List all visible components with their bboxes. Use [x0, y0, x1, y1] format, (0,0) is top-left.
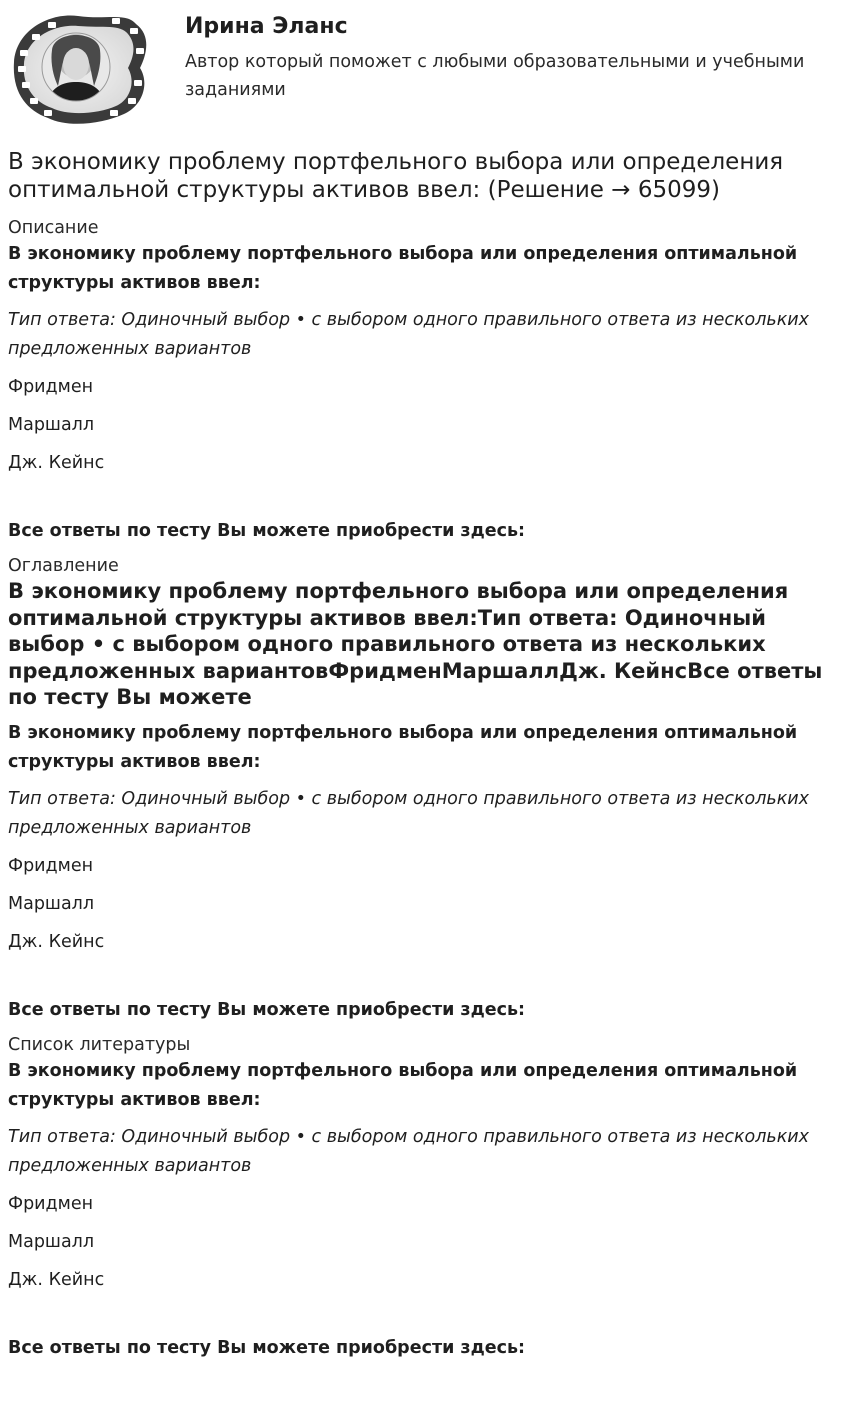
buy-answers-link[interactable]: Все ответы по тесту Вы можете приобрести здесь:: [8, 1337, 526, 1358]
author-header: [0, 0, 847, 140]
question-text: В экономику проблему портфельного выбора или определения оптимальной структуры активов ввел:: [8, 1060, 798, 1110]
author-info: [185, 12, 825, 104]
main-content: [0, 140, 847, 1363]
spacer: [8, 478, 839, 517]
question-text: В экономику проблему портфельного выбора или определения оптимальной структуры активов ввел:: [8, 722, 798, 772]
author-avatar[interactable]: [6, 6, 152, 128]
question-text: В экономику проблему портфельного выбора или определения оптимальной структуры активов ввел:: [8, 244, 798, 293]
buy-answers-link[interactable]: Все ответы по тесту Вы можете приобрести здесь:: [8, 521, 526, 541]
section-label: Список литературы: [8, 1034, 191, 1055]
spacer: [8, 1295, 839, 1334]
answer-type: Тип ответа: Одиночный выбор • с выбором одного правильного ответа из нескольких предложенных вариантов: [8, 1126, 810, 1176]
page-title: В экономику проблему портфельного выбора или определения оптимальной структуры активов ввел: (Решение → 65099): [8, 149, 784, 203]
spacer: [8, 957, 839, 996]
answer-option: Маршалл: [8, 893, 95, 914]
section-label: Описание: [8, 218, 99, 238]
answer-type: Тип ответа: Одиночный выбор • с выбором одного правильного ответа из нескольких предложенных вариантов: [8, 310, 810, 359]
film-frame-avatar-icon: [6, 6, 152, 128]
answer-option: Дж. Кейнс: [8, 453, 105, 473]
author-name[interactable]: Ирина Эланс: [185, 14, 348, 39]
section-description: [8, 216, 839, 546]
buy-answers-link[interactable]: Все ответы по тесту Вы можете приобрести здесь:: [8, 999, 526, 1020]
answer-option: Фридмен: [8, 377, 94, 397]
answer-type: Тип ответа: Одиночный выбор • с выбором одного правильного ответа из нескольких предложенных вариантов: [8, 788, 810, 838]
section-label: Оглавление: [8, 556, 119, 576]
answer-option: Фридмен: [8, 855, 94, 876]
author-description: Автор который поможет с любыми образовательными и учебными заданиями: [185, 52, 805, 100]
answer-option: Фридмен: [8, 1193, 94, 1214]
answer-option: Дж. Кейнс: [8, 1269, 105, 1290]
toc-title: В экономику проблему портфельного выбора или определения оптимальной структуры активов ввел:Тип ответа: Одиночный выбор • с выбором одного правильного ответа из нескольких предложенных вариантовФридменМаршаллДж. КейнсВсе ответы по тесту Вы можете: [8, 579, 823, 709]
section-bibliography: [8, 1033, 839, 1363]
answer-option: Дж. Кейнс: [8, 931, 105, 952]
section-toc: [8, 554, 839, 1025]
answer-option: Маршалл: [8, 415, 95, 435]
answer-option: Маршалл: [8, 1231, 95, 1252]
